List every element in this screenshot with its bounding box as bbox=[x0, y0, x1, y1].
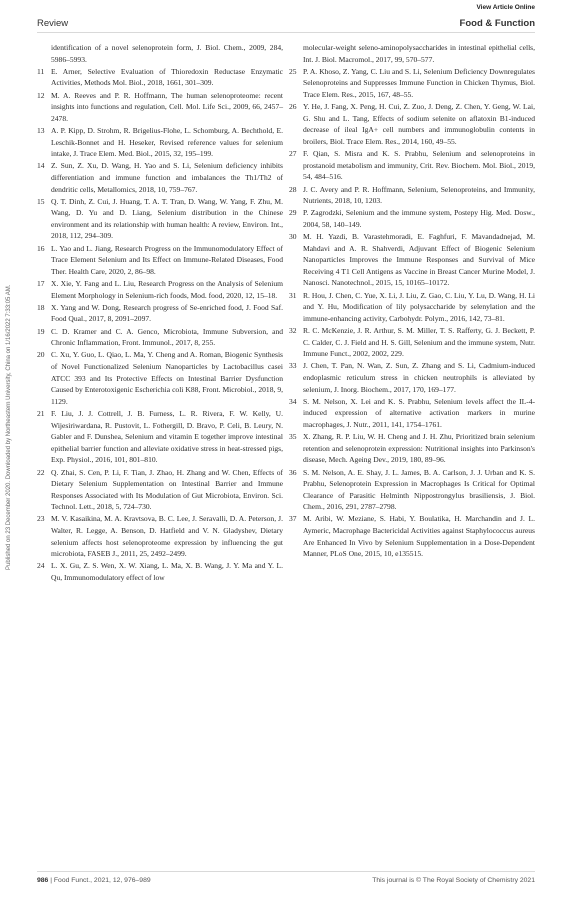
reference-text: identification of a novel selenoprotein form, J. Biol. Chem., 2009, 284, 5986–5993. bbox=[51, 43, 283, 64]
reference-item bbox=[37, 66, 283, 89]
reference-text: R. C. McKenzie, J. R. Arthur, S. M. Miller, T. S. Rafferty, G. J. Beckett, P. C. Calder, C. J. Field and H. S. Gill, Selenium and the immune system, Nutr. Immune Funct., 2002, 2002, 229. bbox=[303, 326, 535, 359]
reference-number: 14 bbox=[37, 161, 45, 171]
reference-item bbox=[37, 302, 283, 325]
reference-item bbox=[37, 90, 283, 125]
reference-number: 30 bbox=[289, 232, 297, 242]
reference-number: 16 bbox=[37, 243, 45, 253]
references-left-column bbox=[37, 42, 283, 584]
journal-name: Food & Function bbox=[459, 18, 535, 29]
reference-number: 33 bbox=[289, 361, 297, 371]
reference-text: P. Zagrodzki, Selenium and the immune system, Postepy Hig. Med. Dosw., 2004, 58, 140–149. bbox=[303, 208, 535, 229]
reference-number: 19 bbox=[37, 326, 45, 336]
reference-text: Q. T. Dinh, Z. Cui, J. Huang, T. A. T. Tran, D. Wang, W. Yang, F. Zhu, M. Wang, D. Yu and D. Liang, Selenium distribution in the Chinese environment and its relationship with human health: A review, Environ. Int., 2018, 112, 294–309. bbox=[51, 196, 283, 241]
reference-item bbox=[37, 160, 283, 195]
reference-text: X. Zhang, R. P. Liu, W. H. Cheng and J. H. Zhu, Prioritized brain selenium retention and selenoprotein expression: Nutritional insights into Parkinson's disease, Mech. Ageing Dev., 2019, 180, 89–96. bbox=[303, 432, 535, 465]
reference-number: 27 bbox=[289, 149, 297, 159]
reference-number: 24 bbox=[37, 561, 45, 571]
reference-item bbox=[37, 349, 283, 407]
reference-number: 36 bbox=[289, 467, 297, 477]
reference-item bbox=[289, 207, 535, 230]
section-label: Review bbox=[37, 18, 69, 29]
reference-number: 11 bbox=[37, 66, 45, 76]
reference-text: L. X. Gu, Z. S. Wen, X. W. Xiang, L. Ma, X. B. Wang, J. Y. Ma and Y. L. Qu, Immunomodulatory effect of low bbox=[51, 561, 283, 583]
reference-item bbox=[289, 290, 535, 325]
reference-number: 37 bbox=[289, 514, 297, 524]
reference-text: M. H. Yazdi, B. Varastehmoradi, E. Faghfuri, F. Mavandadnejad, M. Mahdavi and A. R. Shahverdi, Adjuvant Effect of Biogenic Selenium Nanoparticles Improves the Immune Responses and Survival of Mice Receiving 4 T1 Cell Antigens as Vaccine in Breast Cancer Murine Model, J. Nanosci. Nanotechnol., 2015, 15, 10165–10172. bbox=[303, 232, 535, 288]
reference-item bbox=[289, 513, 535, 559]
reference-text: X. Xie, Y. Fang and L. Liu, Research Progress on the Analysis of Selenium Element Morphology in Selenium-rich foods, Mod. food, 2020, 12, 15–18. bbox=[51, 279, 283, 300]
journal-citation: | Food Funct., 2021, 12, 976–989 bbox=[50, 877, 151, 884]
reference-item bbox=[289, 467, 535, 513]
reference-text: Q. Zhai, S. Cen, P. Li, F. Tian, J. Zhao, H. Zhang and W. Chen, Effects of Dietary Selenium Supplementation on Intestinal Barrier and Immune Responses Associated with Its Modulation of Gut Microbiota, Environ. Sci. Technol. Lett., 2018, 5, 724–730. bbox=[51, 467, 283, 512]
reference-number: 20 bbox=[37, 350, 45, 360]
reference-text: A. P. Kipp, D. Strohm, R. Brigelius-Flohe, L. Schomburg, A. Bechthold, E. Leschik-Bonnet and H. Heseker, Revised reference values for selenium intake, J. Trace Elem. Med. Biol., 2015, 32, 195–199. bbox=[51, 125, 283, 159]
reference-number: 13 bbox=[37, 125, 45, 135]
reference-item bbox=[37, 513, 283, 559]
reference-text: S. M. Nelson, X. Lei and K. S. Prabhu, Selenium levels affect the IL-4-induced expression of alternative activation markers in murine macrophages, J. Nutr., 2011, 141, 1754–1761. bbox=[303, 396, 535, 429]
reference-number: 15 bbox=[37, 196, 45, 206]
reference-item bbox=[37, 326, 283, 349]
reference-item bbox=[37, 560, 283, 583]
reference-text: J. Chen, T. Pan, N. Wan, Z. Sun, Z. Zhang and S. Li, Cadmium-induced endoplasmic reticulum stress in chicken neutrophils is alleviated by selenium, J. Inorg. Biochem., 2017, 170, 169–177. bbox=[303, 361, 535, 394]
footer-citation bbox=[37, 877, 151, 884]
reference-item bbox=[289, 66, 535, 101]
reference-item bbox=[289, 101, 535, 147]
reference-number: 25 bbox=[289, 66, 297, 76]
reference-number: 17 bbox=[37, 279, 45, 289]
reference-text: Y. He, J. Fang, X. Peng, H. Cui, Z. Zuo, J. Deng, Z. Chen, Y. Geng, W. Lai, G. Shu and L. Tang, Effects of sodium selenite on aflatoxin B1-induced decrease of ileal IgA+ cell numbers and immunoglobulin contents in broilers, Biol. Trace Elem. Res., 2014, 160, 49–55. bbox=[303, 102, 535, 146]
reference-number: 28 bbox=[289, 184, 297, 194]
reference-text: X. Yang and W. Dong, Research progress of Se-enriched food, J. Food Saf. Food Qual., 2017, 8, 2091–2097. bbox=[51, 302, 283, 324]
side-note-text: Published on 23 December 2020. Downloaded by Northeastern University, China on 1/16/2022 7:33:05 AM. bbox=[6, 284, 12, 570]
reference-text: L. Yao and L. Jiang, Research Progress on the Immunomodulatory Effect of Trace Element Selenium and Its Effect on Immune-Related Diseases, Food Ther. Health Care, 2020, 2, 86–98. bbox=[51, 243, 283, 276]
reference-text: M. A. Reeves and P. R. Hoffmann, The human selenoproteome: recent insights into functions and regulation, Cell. Mol. Life Sci., 2009, 66, 2457–2478. bbox=[51, 90, 283, 123]
reference-number: 34 bbox=[289, 396, 297, 406]
reference-item bbox=[289, 231, 535, 289]
reference-item bbox=[289, 396, 535, 431]
reference-item bbox=[37, 125, 283, 160]
reference-number: 23 bbox=[37, 514, 45, 524]
reference-item bbox=[37, 408, 283, 466]
view-article-online-link[interactable]: View Article Online bbox=[476, 4, 535, 11]
reference-text: E. Arner, Selective Evaluation of Thioredoxin Reductase Enzymatic Activities, Methods Mol. Biol., 2018, 1661, 301–309. bbox=[51, 66, 283, 88]
reference-item bbox=[289, 42, 535, 65]
reference-text: M. V. Kasaikina, M. A. Kravtsova, B. C. Lee, J. Seravalli, D. A. Peterson, J. Walter, R. Legge, A. Benson, D. Hatfield and V. N. Gladyshev, Dietary selenium affects host selenoproteome expression by influencing the gut microbiota, FASEB J., 2011, 25, 2492–2499. bbox=[51, 514, 283, 559]
reference-text: molecular-weight seleno-aminopolysaccharides in intestinal epithelial cells, Int. J. Biol. Macromol., 2017, 99, 570–577. bbox=[303, 43, 535, 64]
header-divider bbox=[37, 32, 535, 33]
reference-number: 35 bbox=[289, 432, 297, 442]
page-number: 986 bbox=[37, 877, 49, 884]
reference-item bbox=[37, 42, 283, 65]
reference-text: R. Hou, J. Chen, C. Yue, X. Li, J. Liu, Z. Gao, C. Liu, Y. Lu, D. Wang, H. Li and Y. Hu, Modification of lily polysaccharide by selenylation and the immune-enhancing activity, Carbohydr. Polym., 2016, 142, 73–81. bbox=[303, 290, 535, 323]
footer-divider bbox=[37, 871, 535, 872]
reference-item bbox=[37, 196, 283, 242]
reference-number: 18 bbox=[37, 302, 45, 312]
reference-text: J. C. Avery and P. R. Hoffmann, Selenium, Selenoproteins, and Immunity, Nutrients, 2018, 10, 1203. bbox=[303, 184, 535, 206]
reference-number: 31 bbox=[289, 290, 297, 300]
reference-item bbox=[37, 243, 283, 278]
references-right-column bbox=[289, 42, 535, 560]
reference-text: P. A. Khoso, Z. Yang, C. Liu and S. Li, Selenium Deficiency Downregulates Selenoproteins and Suppresses Immune Function in Chicken Thymus, Biol. Trace Elem. Res., 2015, 167, 48–55. bbox=[303, 66, 535, 99]
reference-text: F. Liu, J. J. Cottrell, J. B. Furness, L. R. Rivera, F. W. Kelly, U. Wijesiriwardana, R. Pustovit, L. Fothergill, D. Bravo, P. Celi, B. Leury, N. Gabler and F. Dunshea, Selenium and vitamin E together improve intestinal epithelial barrier function and alleviate oxidative stress in heat-stressed pigs, Exp. Physiol., 2016, 101, 801–810. bbox=[51, 408, 283, 465]
reference-number: 12 bbox=[37, 90, 45, 100]
reference-text: C. D. Kramer and C. A. Genco, Microbiota, Immune Subversion, and Chronic Inflammation, Front. Immunol., 2017, 8, 255. bbox=[51, 326, 283, 348]
reference-item bbox=[289, 325, 535, 360]
reference-text: C. Xu, Y. Guo, L. Qiao, L. Ma, Y. Cheng and A. Roman, Biogenic Synthesis of Novel Functionalized Selenium Nanoparticles by Lactobacillus casei ATCC 393 and Its Protective Effects on Intestinal Barrier Dysfunction Caused by Enterotoxigenic Escherichia coli K88, Front. Microbiol., 2018, 9, 1129. bbox=[51, 350, 283, 406]
reference-item bbox=[289, 184, 535, 207]
reference-item bbox=[289, 360, 535, 395]
reference-text: F. Qian, S. Misra and K. S. Prabhu, Selenium and selenoproteins in prostanoid metabolism and immunity, Crit. Rev. Biochem. Mol. Biol., 2019, 54, 484–516. bbox=[303, 149, 535, 182]
reference-number: 29 bbox=[289, 208, 297, 218]
reference-item bbox=[37, 278, 283, 301]
reference-item bbox=[289, 148, 535, 183]
reference-text: Z. Sun, Z. Xu, D. Wang, H. Yao and S. Li, Selenium deficiency inhibits differentiation and immune function and imbalances the Th1/Th2 of dendritic cells, Metallomics, 2018, 10, 759–767. bbox=[51, 161, 283, 194]
reference-number: 22 bbox=[37, 467, 45, 477]
reference-number: 26 bbox=[289, 102, 297, 112]
reference-text: M. Aribi, W. Meziane, S. Habi, Y. Boulatika, H. Marchandin and J. L. Aymeric, Macrophage Bactericidal Activities against Staphylococcus aureus Are Enhanced In Vivo by Selenium Supplementation in a Dose-Dependent Manner, PLoS One, 2015, 10, e135515. bbox=[303, 514, 535, 559]
copyright-notice: This journal is © The Royal Society of Chemistry 2021 bbox=[372, 877, 535, 884]
reference-item bbox=[37, 467, 283, 513]
reference-text: S. M. Nelson, A. E. Shay, J. L. James, B. A. Carlson, J. J. Urban and K. S. Prabhu, Selenoprotein Expression in Macrophages Is Critical for Optimal Clearance of Parasitic Helminth Nippostrongylus brasiliensis, J. Biol. Chem., 2016, 291, 2787–2798. bbox=[303, 467, 535, 512]
side-download-note bbox=[6, 180, 14, 570]
reference-number: 32 bbox=[289, 326, 297, 335]
reference-number: 21 bbox=[37, 408, 45, 418]
reference-item bbox=[289, 431, 535, 466]
